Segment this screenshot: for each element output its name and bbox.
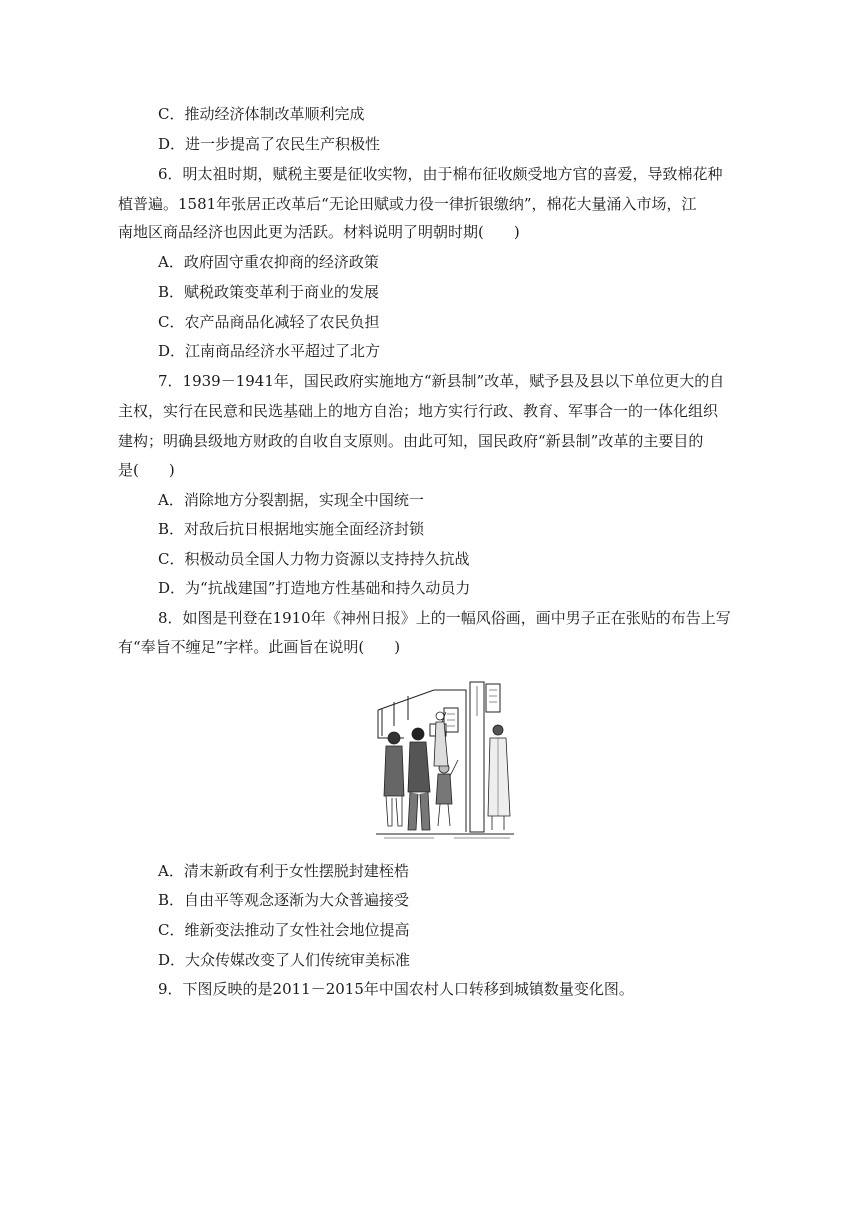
folk-custom-illustration xyxy=(374,676,516,842)
q7-stem-line-1: 7．1939－1941年，国民政府实施地方“新县制”改革，赋予县及县以下单位更大的自 xyxy=(158,372,725,390)
q7-option-c: C．积极动员全国人力物力资源以支持持久抗战 xyxy=(158,550,470,568)
q6-option-b: B．赋税政策变革利于商业的发展 xyxy=(158,283,380,301)
q6-option-d: D．江南商品经济水平超过了北方 xyxy=(158,342,381,360)
q8-stem-line-2: 有“奉旨不缠足”字样。此画旨在说明( ) xyxy=(118,638,401,656)
q8-option-d: D．大众传媒改变了人们传统审美标准 xyxy=(158,951,411,969)
q9-stem-line-1: 9．下图反映的是2011－2015年中国农村人口转移到城镇数量变化图。 xyxy=(158,980,634,998)
q7-stem-line-2: 主权，实行在民意和民选基础上的地方自治；地方实行行政、教育、军事合一的一体化组织 xyxy=(118,402,719,420)
q7-option-b: B．对敌后抗日根据地实施全面经济封锁 xyxy=(158,520,425,538)
q7-stem-line-4: 是( ) xyxy=(118,461,175,479)
q5-option-c: C．推动经济体制改革顺利完成 xyxy=(158,105,365,123)
q8-option-b: B．自由平等观念逐渐为大众普遍接受 xyxy=(158,891,410,909)
q8-option-c: C．维新变法推动了女性社会地位提高 xyxy=(158,921,410,939)
q7-option-d: D．为“抗战建国”打造地方性基础和持久动员力 xyxy=(158,579,471,597)
q5-option-d: D．进一步提高了农民生产积极性 xyxy=(158,135,381,153)
q8-option-a: A．清末新政有利于女性摆脱封建桎梏 xyxy=(158,862,409,880)
q7-stem-line-3: 建构；明确县级地方财政的自收自支原则。由此可知，国民政府“新县制”改革的主要目的 xyxy=(118,432,704,450)
q6-stem-line-2: 植普遍。1581年张居正改革后“无论田赋或力役一律折银缴纳”，棉花大量涌入市场，江 xyxy=(118,195,697,213)
q6-stem-line-1: 6．明太祖时期，赋税主要是征收实物，由于棉布征收颇受地方官的喜爱，导致棉花种 xyxy=(158,165,723,183)
q6-option-c: C．农产品商品化减轻了农民负担 xyxy=(158,313,380,331)
q8-stem-line-1: 8．如图是刊登在1910年《神州日报》上的一幅风俗画，画中男子正在张贴的布告上写 xyxy=(158,609,731,627)
q6-option-a: A．政府固守重农抑商的经济政策 xyxy=(158,253,379,271)
q6-stem-line-3: 南地区商品经济也因此更为活跃。材料说明了明朝时期( ) xyxy=(118,223,520,241)
q7-option-a: A．消除地方分裂割据，实现全中国统一 xyxy=(158,491,424,509)
illustration-drawing xyxy=(374,676,516,842)
